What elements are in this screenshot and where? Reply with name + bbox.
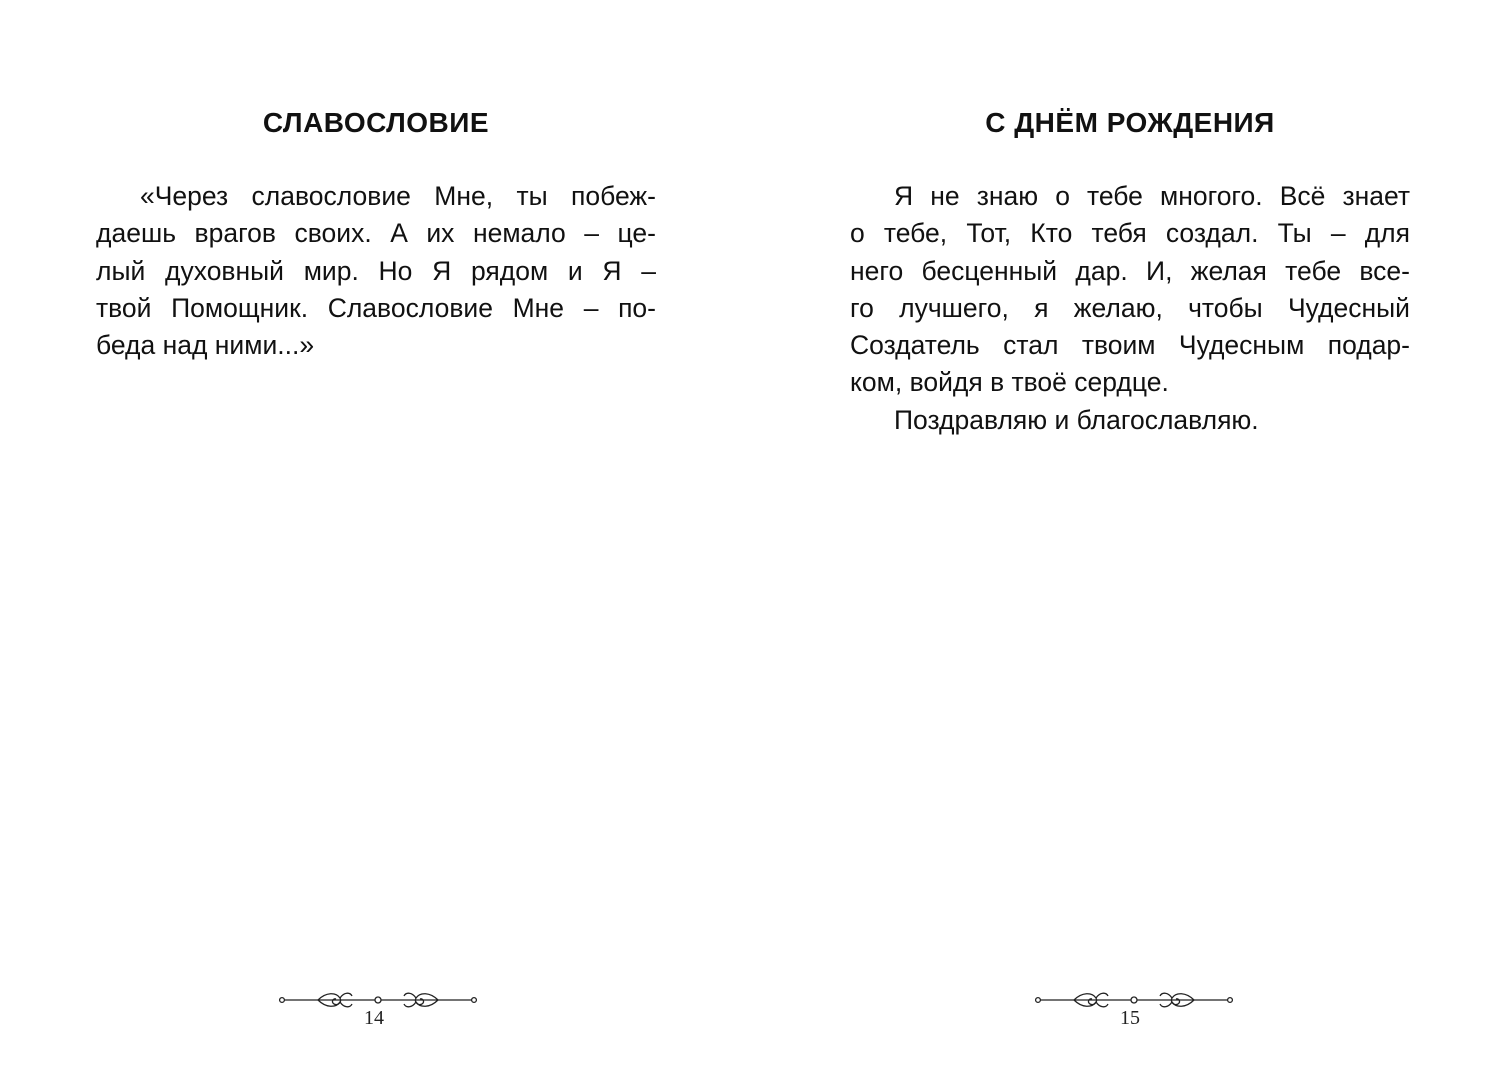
- text-line: твой Помощник. Славословие Мне – по-: [96, 292, 656, 323]
- text-line: о тебе, Тот, Кто тебя создал. Ты – для: [850, 218, 1410, 249]
- text-line: го лучшего, я желаю, чтобы Чудесный: [850, 292, 1410, 323]
- right-page-title: С ДНЁМ РОЖДЕНИЯ: [985, 107, 1275, 138]
- text-line: даешь врагов своих. А их немало – це-: [96, 218, 656, 249]
- text-line: Я не знаю о тебе многого. Всё знает: [894, 181, 1410, 211]
- text-line: беда над ними...»: [96, 330, 315, 361]
- closing-line: Поздравляю и благославляю.: [894, 404, 1259, 435]
- left-page: [96, 0, 656, 1086]
- text-line: «Через славословие Мне, ты побеж-: [140, 181, 656, 211]
- text-line: ком, войдя в твоё сердце.: [850, 367, 1169, 398]
- page-number-right: 15: [1120, 1007, 1140, 1029]
- left-page-body: [96, 178, 656, 364]
- right-page: [850, 0, 1410, 1086]
- text-line: лый духовный мир. Но Я рядом и Я –: [96, 255, 656, 286]
- right-page-body: [850, 178, 1410, 439]
- text-line: Создатель стал твоим Чудесным подар-: [850, 330, 1410, 361]
- page-number-left: 14: [364, 1007, 384, 1029]
- text-line: него бесценный дар. И, желая тебе все-: [850, 255, 1410, 286]
- left-page-title: СЛАВОСЛОВИЕ: [262, 107, 490, 138]
